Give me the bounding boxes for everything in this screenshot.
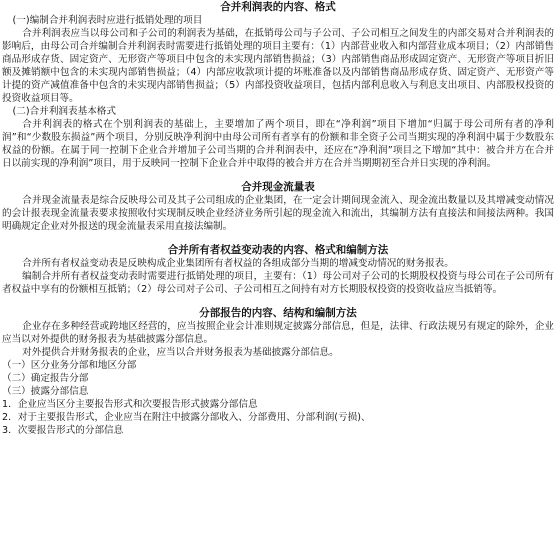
document bbox=[2, 0, 554, 437]
spacer bbox=[2, 233, 554, 243]
section-title-income-statement: 合并利润表的内容、格式 bbox=[220, 1, 336, 13]
paragraph-cash-flow: 合并现金流量表是综合反映母公司及其子公司组成的企业集团，在一定会计期间现金流入、现金流出数量以及其增减变动情况的会计报表现金流量表要求按照收付实现制反映企业经济业务所引起的现金流入和流出，其编制方法有直接法和间接法两种。我国明确规定企业对外报送的现金流量表采用直接法编制。 bbox=[2, 195, 554, 232]
paragraph-segment-disclosure: 企业存在多种经营或跨地区经营的，应当按照企业会计准则规定披露分部信息，但是，法律、行政法规另有规定的除外，企业应当以对外提供的财务报表为基础披露分部信息。 bbox=[2, 321, 554, 345]
paragraph-offset-items: 合并利润表应当以母公司和子公司的利润表为基础，在抵销母公司与子公司、子公司相互之间发生的内部交易对合并利润表的影响后，由母公司合并编制合并利润表时需要进行抵销处理的项目主要有：（1）内部营业收入和内部营业成本项目；（2）内部销售商品形成存货、固定资产、无形资产等项目中包含的未实现内部销售损益；（3）内部销售商品形成固定资产、无形资产等项目折旧额及摊销额中包含的未实现内部销售损益；（4）内部应收款项计提的坏账准备以及内部销售商品形成存货、固定资产、无形资产等计提的资产减值准备中包含的未实现内部销售损益；（5）内部投资收益项目，包括内部利息收入与利息支出项目、内部股权投资的投资收益项目等。 bbox=[2, 28, 554, 104]
list-item: 2．对于主要报告形式，企业应当在附注中披露分部收入、分部费用、分部利润(亏损)、 bbox=[2, 412, 371, 423]
list-item: 1．企业应当区分主要报告形式和次要报告形式披露分部信息 bbox=[2, 399, 258, 410]
list-item: 3．次要报告形式的分部信息 bbox=[2, 425, 124, 436]
section-title-equity-changes: 合并所有者权益变动表的内容、格式和编制方法 bbox=[167, 244, 389, 256]
spacer bbox=[2, 296, 554, 306]
subheading-basic-format: (二)合并利润表基本格式 bbox=[12, 106, 116, 117]
section-title-segment-report: 分部报告的内容、结构和编制方法 bbox=[199, 307, 357, 319]
paragraph-basic-format: 合并利润表的格式在个别利润表的基础上，主要增加了两个项目，即在“净利润”项目下增加“归属于母公司所有者的净利润”和“少数股东损益”两个项目，分别反映净利润中由母公司所有者享有的份额和非全资子公司当期实现的净利润中属于少数股东权益的份额。在属于同一控制下企业合并增加子公司当期的合并利润表中，还应在“净利润”项目之下增加“其中：被合并方在合并日以前实现的净利润”项目，用于反映同一控制下企业合并中取得的被合并方在合并当期期初至合并日实现的净利润。 bbox=[2, 119, 554, 169]
section-title-cash-flow: 合并现金流量表 bbox=[241, 181, 315, 193]
list-item: （三）披露分部信息 bbox=[2, 386, 89, 397]
spacer bbox=[2, 170, 554, 180]
paragraph-equity-definition: 合并所有者权益变动表是反映构成企业集团所有者权益的各组成部分当期的增减变动情况的财务报表。 bbox=[22, 258, 454, 269]
paragraph-equity-offset: 编制合并所有者权益变动表时需要进行抵销处理的项目，主要有：（1）母公司对子公司的长期股权投资与母公司在子公司所有者权益中享有的份额相互抵销；（2）母公司对子公司、子公司相互之间持有对方长期股权投资的投资收益应当抵销等。 bbox=[2, 271, 554, 295]
list-item: （二）确定报告分部 bbox=[2, 373, 89, 384]
list-item: （一）区分业务分部和地区分部 bbox=[2, 360, 137, 371]
paragraph-segment-consolidated: 对外提供合并财务报表的企业，应当以合并财务报表为基础披露分部信息。 bbox=[22, 347, 339, 358]
subheading-offset-items: (一)编制合并利润表时应进行抵销处理的项目 bbox=[12, 15, 203, 26]
